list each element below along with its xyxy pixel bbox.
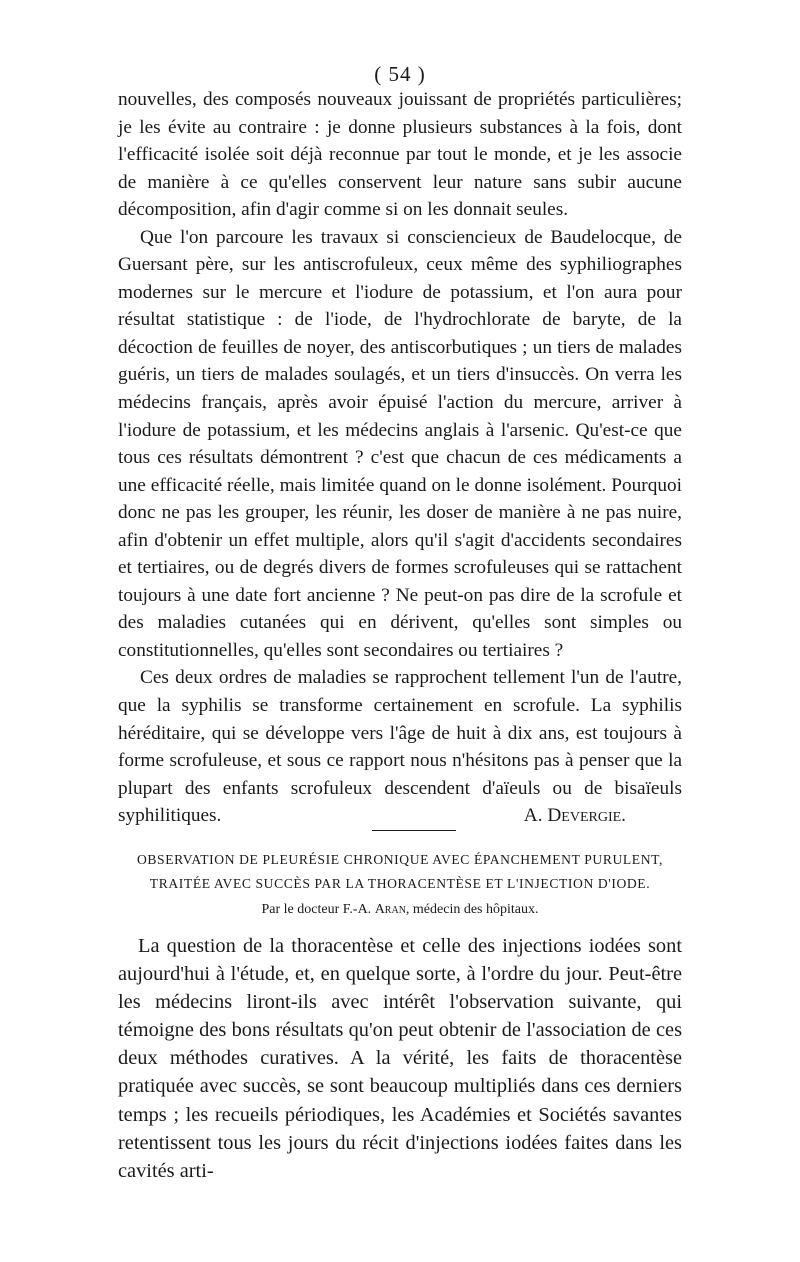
signature (502, 802, 626, 830)
section-divider (372, 830, 456, 831)
article-title (118, 848, 682, 896)
paragraph-4: La question de la thoracentèse et celle des injections iodées sont aujourd'hui à l'étude, et, en quelque sorte, à l'ordre du jour. Peut-être les médecins liront-ils avec intérêt l'observation suivante, qui témoigne des bons résultats qu'on peut obtenir de l'association de ces deux méthodes curatives. A la vérité, les faits de thoracentèse pratiquée avec succès, se sont beaucoup multipliés dans ces derniers temps ; les recueils périodiques, les Académies et Sociétés savantes retentissent tous les jours du récit d'injections iodées faites dans les cavités arti- (118, 935, 682, 1182)
author-suffix: , médecin des hôpitaux. (405, 902, 539, 917)
paragraph-3 (118, 664, 682, 829)
body-text-bottom (118, 932, 682, 1185)
author-prefix: Par le docteur F.-A. (261, 902, 372, 917)
body-text-top (118, 86, 682, 830)
paragraph-2: Que l'on parcoure les travaux si consciencieux de Baudelocque, de Guersant père, sur les antiscrofuleux, ceux même des syphiliographes modernes sur le mercure et l'iodure de potassium, et l'on aura pour résultat statistique : de l'iode, de l'hydrochlorate de baryte, de la décoction de feuilles de noyer, des antiscorbutiques ; un tiers de malades guéris, un tiers de malades soulagés, et un tiers d'insuccès. On verra les médecins français, après avoir épuisé l'action du mercure, arriver à l'iodure de potassium, et les médecins anglais à l'arsenic. Qu'est-ce que tous ces résultats démontrent ? c'est que chacun de ces médicaments a une efficacité réelle, mais limitée quand on le donne isolément. Pourquoi donc ne pas les grouper, les réunir, les doser de manière à ne pas nuire, afin d'obtenir un effet multiple, alors qu'il s'agit d'accidents secondaires et tertiaires, ou de degrés divers de formes scrofuleuses qui se rattachent toujours à une date fort ancienne ? Ne peut-on pas dire de la scrofule et des maladies cutanées qui en dérivent, qu'elles sont simples ou constitutionnelles, qu'elles sont secondaires ou tertiaires ? (118, 226, 682, 661)
paragraph-3-text: Ces deux ordres de maladies se rapprochent tellement l'un de l'autre, que la syphilis se transforme certainement en scrofule. La syphilis héréditaire, qui se développe vers l'âge de huit à dix ans, est toujours à forme scrofuleuse, et sous ce rapport nous n'hésitons pas à penser que la plupart des enfants scrofuleux descendent d'aïeuls ou de bisaïeuls syphilitiques. (118, 667, 682, 827)
signature-initial: A. (523, 805, 543, 827)
page-number: ( 54 ) (374, 62, 426, 86)
article-author (118, 902, 682, 918)
article-title-line-1: OBSERVATION DE PLEURÉSIE CHRONIQUE AVEC ÉPANCHEMENT PURULENT, (136, 852, 664, 867)
author-name: Aran (374, 902, 406, 917)
article-title-line-2: TRAITÉE AVEC SUCCÈS PAR LA THORACENTÈSE ET L'INJECTION D'IODE. (149, 876, 651, 891)
signature-name: Devergie. (547, 805, 626, 827)
paragraph-1: nouvelles, des composés nouveaux jouissant de propriétés particulières; je les évite au contraire : je donne plusieurs substances à la fois, dont l'efficacité isolée soit déjà reconnue par tout le monde, et je les associe de manière à ce qu'elles conservent leur nature sans subir aucune décomposition, afin d'agir comme si on les donnait seules. (118, 89, 682, 221)
